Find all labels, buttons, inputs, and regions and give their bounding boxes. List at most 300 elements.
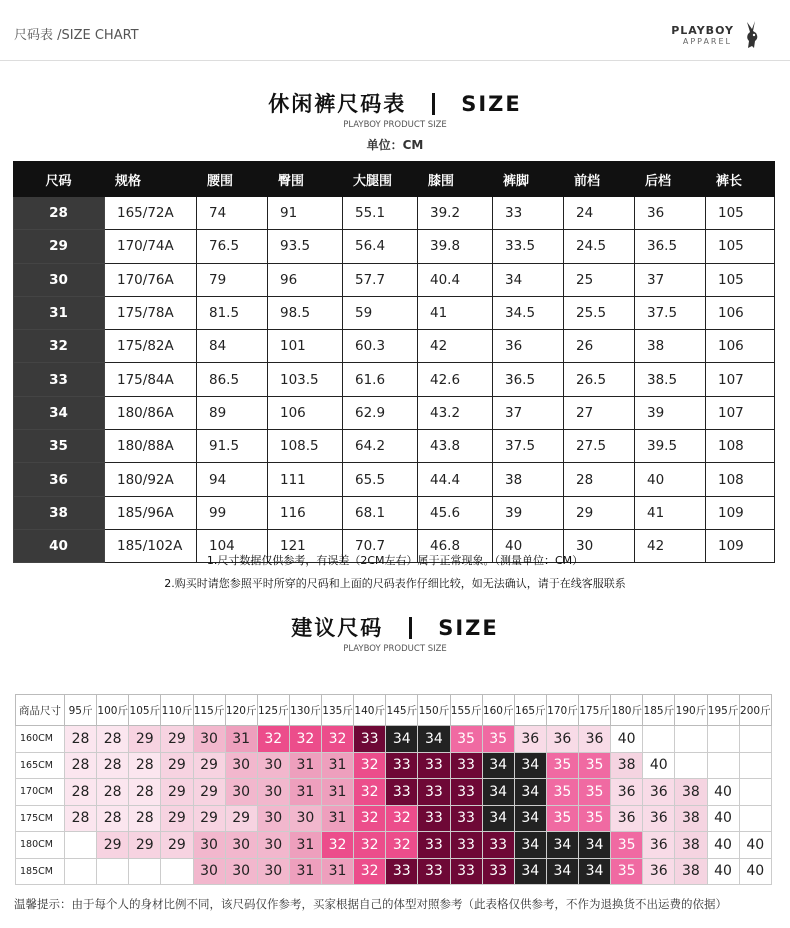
rec-cell: 38	[675, 832, 707, 859]
rec-cell: 36	[643, 832, 675, 859]
table-cell: 46.8	[418, 529, 493, 562]
rec-cell: 29	[161, 779, 193, 806]
rec-cell: 29	[193, 752, 225, 779]
rec-cell	[739, 752, 771, 779]
rec-cell: 33	[450, 779, 482, 806]
rec-cell: 32	[322, 832, 354, 859]
size-cell: 31	[14, 296, 105, 329]
table-cell: 36	[493, 330, 564, 363]
table-cell: 33	[493, 197, 564, 230]
table-cell: 84	[197, 330, 268, 363]
table-cell: 40	[635, 463, 706, 496]
table-cell: 180/88A	[105, 430, 197, 463]
rec-cell: 34	[482, 779, 514, 806]
rec-cell: 28	[65, 752, 97, 779]
rec-cell: 34	[579, 858, 611, 885]
weight-header: 155斤	[450, 695, 482, 726]
rec-cell: 32	[354, 858, 386, 885]
table-cell: 56.4	[343, 230, 418, 263]
rec-cell: 29	[97, 832, 129, 859]
table-cell: 55.1	[343, 197, 418, 230]
size-cell: 30	[14, 263, 105, 296]
table-cell: 106	[706, 296, 775, 329]
rec-cell: 33	[386, 858, 418, 885]
size-cell: 40	[14, 529, 105, 562]
rec-cell	[739, 726, 771, 753]
size-table-header: 裤长	[706, 162, 775, 197]
rec-cell: 29	[161, 752, 193, 779]
size-table-header: 腰围	[197, 162, 268, 197]
height-label: 180CM	[16, 832, 65, 859]
rec-cell: 28	[129, 805, 161, 832]
table-row	[14, 363, 775, 396]
table-cell: 99	[197, 496, 268, 529]
weight-header: 110斤	[161, 695, 193, 726]
table-cell: 39.5	[635, 430, 706, 463]
rec-corner: 商品尺寸	[16, 695, 65, 726]
weight-header: 135斤	[322, 695, 354, 726]
size-table-header: 后档	[635, 162, 706, 197]
table-cell: 26	[564, 330, 635, 363]
rec-cell	[707, 726, 739, 753]
table-cell: 105	[706, 230, 775, 263]
rec-cell: 28	[65, 779, 97, 806]
table-cell: 42	[418, 330, 493, 363]
rec-cell: 28	[129, 779, 161, 806]
rec-cell: 30	[257, 858, 289, 885]
rec-cell: 28	[97, 752, 129, 779]
table-cell: 89	[197, 396, 268, 429]
weight-header: 120斤	[225, 695, 257, 726]
table-cell: 107	[706, 363, 775, 396]
table-cell: 37.5	[493, 430, 564, 463]
table-cell: 109	[706, 529, 775, 562]
bunny-icon	[740, 20, 764, 50]
rec-cell: 32	[386, 805, 418, 832]
table-cell: 41	[418, 296, 493, 329]
table-row	[14, 197, 775, 230]
rec-cell	[739, 779, 771, 806]
rec-cell: 33	[386, 779, 418, 806]
rec-cell: 36	[611, 805, 643, 832]
table-cell: 108	[706, 430, 775, 463]
rec-cell: 35	[579, 752, 611, 779]
rec-cell: 31	[289, 779, 321, 806]
rec-cell: 32	[354, 752, 386, 779]
rec-cell: 40	[707, 779, 739, 806]
table-row	[14, 230, 775, 263]
table-cell: 65.5	[343, 463, 418, 496]
table-row	[14, 263, 775, 296]
rec-cell: 34	[546, 858, 578, 885]
rec-cell	[161, 858, 193, 885]
rec-cell: 36	[514, 726, 546, 753]
rec-cell: 31	[322, 779, 354, 806]
rec-cell: 36	[643, 779, 675, 806]
table-cell: 175/84A	[105, 363, 197, 396]
table-cell: 38	[635, 330, 706, 363]
height-label: 185CM	[16, 858, 65, 885]
table-cell: 39.2	[418, 197, 493, 230]
rec-cell: 30	[257, 779, 289, 806]
rec-cell	[739, 805, 771, 832]
table-cell: 34	[493, 263, 564, 296]
table-cell: 37	[635, 263, 706, 296]
rec-cell: 32	[257, 726, 289, 753]
table-cell: 180/92A	[105, 463, 197, 496]
rec-cell: 30	[193, 858, 225, 885]
rec-cell	[707, 752, 739, 779]
weight-header: 200斤	[739, 695, 771, 726]
recommend-title	[0, 612, 790, 642]
rec-cell: 36	[579, 726, 611, 753]
table-cell: 24.5	[564, 230, 635, 263]
size-chart-title	[0, 88, 790, 118]
rec-cell: 34	[418, 726, 450, 753]
rec-cell	[97, 858, 129, 885]
rec-cell: 28	[97, 779, 129, 806]
rec-cell: 33	[418, 832, 450, 859]
rec-cell: 40	[707, 832, 739, 859]
breadcrumb: 尺码表 /SIZE CHART	[14, 28, 139, 43]
table-row	[16, 858, 772, 885]
rec-cell: 34	[514, 752, 546, 779]
title-cn: 休闲裤尺码表	[268, 92, 407, 116]
weight-header: 195斤	[707, 695, 739, 726]
table-cell: 108	[706, 463, 775, 496]
rec-title-en: SIZE	[438, 616, 499, 640]
size-table-header: 大腿围	[343, 162, 418, 197]
rec-cell: 36	[546, 726, 578, 753]
table-cell: 60.3	[343, 330, 418, 363]
size-cell: 33	[14, 363, 105, 396]
rec-cell: 35	[450, 726, 482, 753]
rec-cell: 29	[161, 805, 193, 832]
table-cell: 74	[197, 197, 268, 230]
rec-cell: 35	[611, 832, 643, 859]
table-row	[16, 752, 772, 779]
rec-cell: 33	[450, 858, 482, 885]
table-cell: 36.5	[493, 363, 564, 396]
rec-cell: 32	[354, 779, 386, 806]
rec-cell: 30	[225, 779, 257, 806]
table-cell: 40.4	[418, 263, 493, 296]
table-cell: 101	[268, 330, 343, 363]
weight-header: 165斤	[514, 695, 546, 726]
rec-cell: 36	[611, 779, 643, 806]
rec-cell: 35	[546, 779, 578, 806]
footer-tip: 温馨提示：由于每个人的身材比例不同，该尺码仅作参考，买家根据自己的体型对照参考（此表格仅供参考，不作为退换货不出运费的依据）	[14, 897, 727, 911]
table-cell: 29	[564, 496, 635, 529]
table-cell: 81.5	[197, 296, 268, 329]
table-cell: 42.6	[418, 363, 493, 396]
rec-cell: 38	[675, 805, 707, 832]
table-cell: 64.2	[343, 430, 418, 463]
rec-cell: 32	[354, 805, 386, 832]
weight-header: 150斤	[418, 695, 450, 726]
rec-cell: 33	[482, 832, 514, 859]
rec-cell: 28	[129, 752, 161, 779]
rec-cell: 33	[386, 752, 418, 779]
size-table	[13, 161, 775, 563]
rec-cell: 34	[482, 805, 514, 832]
size-table-header: 裤脚	[493, 162, 564, 197]
table-row	[14, 330, 775, 363]
table-cell: 61.6	[343, 363, 418, 396]
rec-cell: 30	[225, 858, 257, 885]
table-row	[14, 396, 775, 429]
table-cell: 57.7	[343, 263, 418, 296]
rec-cell: 30	[257, 752, 289, 779]
table-row	[16, 726, 772, 753]
rec-cell: 32	[322, 726, 354, 753]
table-cell: 62.9	[343, 396, 418, 429]
header-divider	[0, 60, 790, 61]
table-row	[16, 779, 772, 806]
table-cell: 109	[706, 496, 775, 529]
rec-cell: 38	[611, 752, 643, 779]
table-cell: 59	[343, 296, 418, 329]
rec-cell: 28	[65, 726, 97, 753]
size-table-header: 膝围	[418, 162, 493, 197]
rec-cell: 29	[161, 832, 193, 859]
rec-cell: 36	[643, 858, 675, 885]
table-cell: 38.5	[635, 363, 706, 396]
table-cell: 180/86A	[105, 396, 197, 429]
table-cell: 43.8	[418, 430, 493, 463]
table-cell: 103.5	[268, 363, 343, 396]
table-cell: 175/78A	[105, 296, 197, 329]
weight-header: 125斤	[257, 695, 289, 726]
table-cell: 96	[268, 263, 343, 296]
rec-cell: 40	[707, 805, 739, 832]
rec-cell: 28	[97, 726, 129, 753]
table-cell: 25.5	[564, 296, 635, 329]
rec-cell: 33	[418, 858, 450, 885]
unit-label: 单位：CM	[366, 138, 424, 152]
table-cell: 38	[493, 463, 564, 496]
table-cell: 33.5	[493, 230, 564, 263]
weight-header: 130斤	[289, 695, 321, 726]
rec-cell: 29	[193, 779, 225, 806]
size-cell: 36	[14, 463, 105, 496]
weight-header: 185斤	[643, 695, 675, 726]
rec-cell: 35	[579, 779, 611, 806]
table-cell: 45.6	[418, 496, 493, 529]
rec-cell: 34	[546, 832, 578, 859]
table-cell: 27.5	[564, 430, 635, 463]
brand-logo	[654, 18, 764, 52]
rec-cell: 30	[257, 832, 289, 859]
rec-cell: 28	[97, 805, 129, 832]
rec-cell: 40	[739, 858, 771, 885]
note-1: 1.尺寸数据仅供参考，有误差（2CM左右）属于正常现象。（测量单位：CM）	[206, 554, 584, 567]
weight-header: 190斤	[675, 695, 707, 726]
title-en: SIZE	[461, 92, 522, 116]
rec-cell: 33	[450, 832, 482, 859]
height-label: 165CM	[16, 752, 65, 779]
table-cell: 108.5	[268, 430, 343, 463]
table-cell: 170/74A	[105, 230, 197, 263]
rec-cell	[65, 832, 97, 859]
rec-cell: 33	[450, 752, 482, 779]
recommend-subtitle: PLAYBOY PRODUCT SIZE	[343, 644, 447, 654]
rec-cell: 35	[611, 858, 643, 885]
rec-cell: 29	[193, 805, 225, 832]
table-cell: 116	[268, 496, 343, 529]
table-cell: 24	[564, 197, 635, 230]
rec-cell	[129, 858, 161, 885]
weight-header: 140斤	[354, 695, 386, 726]
table-cell: 42	[635, 529, 706, 562]
rec-cell	[675, 752, 707, 779]
rec-cell: 30	[225, 752, 257, 779]
rec-cell: 30	[225, 832, 257, 859]
rec-cell: 33	[482, 858, 514, 885]
rec-cell: 30	[289, 805, 321, 832]
table-cell: 44.4	[418, 463, 493, 496]
table-cell: 106	[706, 330, 775, 363]
rec-cell: 33	[450, 805, 482, 832]
rec-cell: 35	[579, 805, 611, 832]
rec-cell: 34	[482, 752, 514, 779]
weight-header: 170斤	[546, 695, 578, 726]
size-table-header: 尺码	[14, 162, 105, 197]
rec-cell: 40	[739, 832, 771, 859]
table-cell: 25	[564, 263, 635, 296]
weight-header: 160斤	[482, 695, 514, 726]
table-cell: 185/96A	[105, 496, 197, 529]
recommend-table	[15, 694, 772, 885]
weight-header: 100斤	[97, 695, 129, 726]
rec-cell: 31	[225, 726, 257, 753]
logo-sub: APPAREL	[682, 37, 732, 46]
table-cell: 40	[493, 529, 564, 562]
weight-header: 175斤	[579, 695, 611, 726]
table-cell: 37	[493, 396, 564, 429]
table-cell: 98.5	[268, 296, 343, 329]
table-row	[16, 832, 772, 859]
rec-cell: 31	[322, 752, 354, 779]
table-cell: 37.5	[635, 296, 706, 329]
table-cell: 106	[268, 396, 343, 429]
table-cell: 68.1	[343, 496, 418, 529]
size-cell: 28	[14, 197, 105, 230]
weight-header: 95斤	[65, 695, 97, 726]
table-cell: 86.5	[197, 363, 268, 396]
rec-cell: 32	[289, 726, 321, 753]
table-cell: 185/102A	[105, 529, 197, 562]
rec-cell: 35	[546, 805, 578, 832]
rec-cell: 30	[257, 805, 289, 832]
rec-cell: 29	[161, 726, 193, 753]
rec-cell: 34	[514, 858, 546, 885]
height-label: 160CM	[16, 726, 65, 753]
rec-cell: 30	[193, 832, 225, 859]
rec-title-cn: 建议尺码	[291, 616, 384, 640]
rec-cell: 34	[579, 832, 611, 859]
table-cell: 93.5	[268, 230, 343, 263]
rec-cell: 38	[675, 858, 707, 885]
table-cell: 39	[635, 396, 706, 429]
table-cell: 27	[564, 396, 635, 429]
rec-cell: 34	[514, 805, 546, 832]
rec-cell: 40	[643, 752, 675, 779]
table-cell: 39	[493, 496, 564, 529]
table-row	[14, 496, 775, 529]
rec-cell: 30	[193, 726, 225, 753]
rec-cell: 35	[482, 726, 514, 753]
table-cell: 165/72A	[105, 197, 197, 230]
table-cell: 91	[268, 197, 343, 230]
table-cell: 111	[268, 463, 343, 496]
table-cell: 28	[564, 463, 635, 496]
table-row	[14, 463, 775, 496]
table-cell: 43.2	[418, 396, 493, 429]
table-cell: 91.5	[197, 430, 268, 463]
table-row	[16, 805, 772, 832]
table-cell: 170/76A	[105, 263, 197, 296]
size-cell: 29	[14, 230, 105, 263]
size-cell: 38	[14, 496, 105, 529]
size-cell: 32	[14, 330, 105, 363]
rec-cell: 31	[289, 752, 321, 779]
rec-cell: 33	[418, 752, 450, 779]
rec-cell	[675, 726, 707, 753]
logo-word: PLAYBOY	[671, 24, 734, 37]
rec-cell: 29	[225, 805, 257, 832]
table-cell: 39.8	[418, 230, 493, 263]
table-cell: 175/82A	[105, 330, 197, 363]
table-cell: 94	[197, 463, 268, 496]
weight-header: 145斤	[386, 695, 418, 726]
rec-cell: 40	[707, 858, 739, 885]
size-table-header: 前档	[564, 162, 635, 197]
size-table-header: 臀围	[268, 162, 343, 197]
rec-cell: 32	[354, 832, 386, 859]
table-cell: 30	[564, 529, 635, 562]
height-label: 170CM	[16, 779, 65, 806]
table-cell: 76.5	[197, 230, 268, 263]
table-cell: 105	[706, 263, 775, 296]
rec-cell: 32	[386, 832, 418, 859]
rec-cell: 40	[611, 726, 643, 753]
rec-cell: 29	[129, 726, 161, 753]
rec-cell: 38	[675, 779, 707, 806]
size-cell: 35	[14, 430, 105, 463]
table-row	[14, 296, 775, 329]
rec-cell	[643, 726, 675, 753]
table-cell: 107	[706, 396, 775, 429]
rec-cell: 34	[514, 832, 546, 859]
weight-header: 115斤	[193, 695, 225, 726]
table-cell: 79	[197, 263, 268, 296]
rec-cell: 31	[289, 832, 321, 859]
table-row	[14, 430, 775, 463]
rec-cell: 33	[354, 726, 386, 753]
rec-cell: 33	[418, 779, 450, 806]
table-cell: 70.7	[343, 529, 418, 562]
rec-cell: 36	[643, 805, 675, 832]
height-label: 175CM	[16, 805, 65, 832]
weight-header: 180斤	[611, 695, 643, 726]
size-chart-subtitle: PLAYBOY PRODUCT SIZE	[343, 120, 447, 130]
table-cell: 26.5	[564, 363, 635, 396]
table-cell: 121	[268, 529, 343, 562]
rec-cell: 34	[514, 779, 546, 806]
rec-cell: 29	[129, 832, 161, 859]
table-cell: 36	[635, 197, 706, 230]
